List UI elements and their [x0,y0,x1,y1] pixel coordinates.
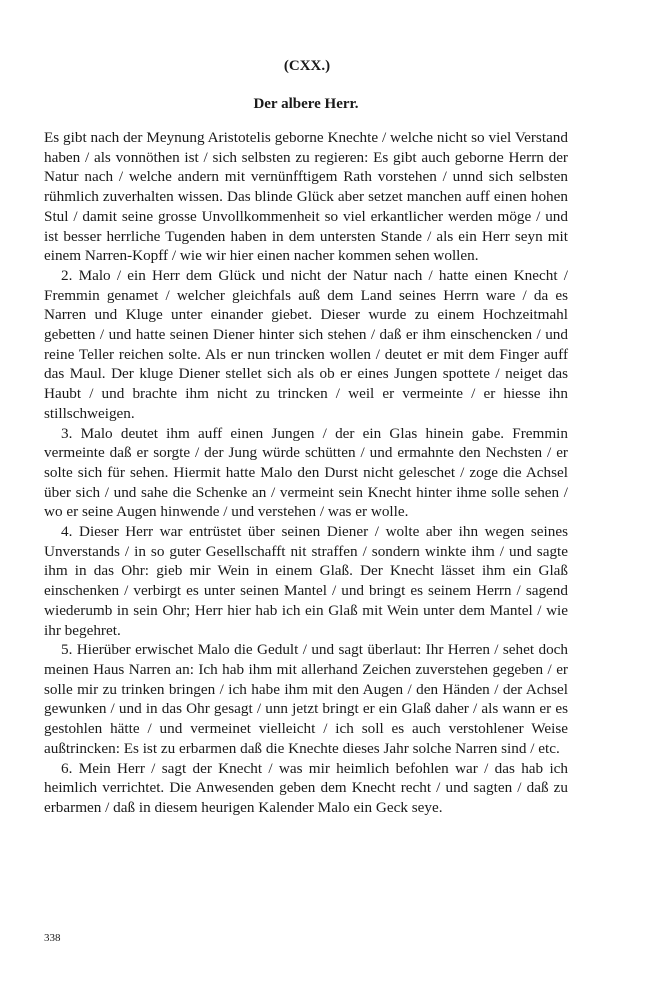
paragraph-4: 4. Dieser Herr war entrüstet über seinen Diener / wolte aber ihn wegen seines Unverstands / in so guter Gesellschafft nit straffen / sondern winkte ihm / und sagte ihm in das Ohr: gieb mir Wein in einem Glaß. Der Knecht lässet ihm ein Glaß einschenken / verbirgt es unter seinen Mantel / und bringt es seinem Herrn / sagend wiederumb in sein Ohr; Herr hier hab ich ein Glaß mit Wein unter dem Mantel / wie ihr begehret. [44,523,568,639]
book-page [44,0,568,990]
paragraph-3: 3. Malo deutet ihm auff einen Jungen / der ein Glas hinein gabe. Fremmin vermeinte daß er sorgte / der Jung würde schütten / und ermahnte den Nechsten / er solte sich für sehen. Hiermit hatte Malo den Durst nicht geleschet / zoge die Achsel über sich / und sahe die Schenke an / vermeint sein Knecht hinter ihme solle sehen / wo er seine Augen hinwende / und verstehen / was er wolle. [44,424,568,521]
paragraph-5: 5. Hierüber erwischet Malo die Gedult / und sagt überlaut: Ihr Herren / sehet doch meinen Haus Narren an: Ich hab ihm mit allerhand Zeichen zuverstehen gegeben / er solle mir zu trinken bringen / ich habe ihm mit den Augen / den Händen / der Achsel gewunken / und in das Ohr gesagt / unn jetzt bringt er ein Glaß daher / als wann er es gestohlen hätte / und vermeinet vielleicht / ich soll es auch verstohlener Weise außtrincken: Es ist zu erbarmen daß die Knechte dieses Jahr solche Narren sind / etc. [44,641,568,757]
chapter-number: (CXX.) [283,58,331,74]
body-text [44,128,568,818]
page-number: 338 [44,932,61,944]
chapter-title: Der albere Herr. [253,96,359,112]
paragraph-6: 6. Mein Herr / sagt der Knecht / was mir heimlich befohlen war / das hab ich heimlich verrichtet. Die Anwesenden geben dem Knecht recht / und sagten / daß zu erbarmen / daß in diesem heurigen Kalender Malo ein Geck seye. [44,759,568,816]
paragraph-2: 2. Malo / ein Herr dem Glück und nicht der Natur nach / hatte einen Knecht / Fremmin genamet / welcher gleichfals auß dem Land seines Herrn ware / da es Narren und Kluge unter einander giebet. Dieser wurde zu einem Hochzeitmahl gebetten / und hatte seinen Diener hinter sich stehen / daß er ihm einschencken / und reine Teller reichen solte. Als er nun trincken wollen / deutet er mit dem Finger auff das Maul. Der kluge Diener stellet sich als ob er eines Jungen spottete / neiget das Haubt / und brachte ihm nicht zu trincken / weil er vermeinte / er hiesse ihn stillschweigen. [44,266,568,422]
paragraph-intro: Es gibt nach der Meynung Aristotelis geborne Knechte / welche nicht so viel Verstand haben / als vonnöthen ist / sich selbsten zu regieren: Es gibt auch geborne Herrn der Natur nach / welche andern mit vernünfftigem Rath vorstehen / unnd sich selbsten rühmlich zuverhalten wissen. Das blinde Glück aber setzet manchen auff einen hohen Stul / damit seine grosse Unvollkommenheit so viel erkantlicher werden möge / und ist besser herrliche Tugenden haben in dem untersten Stande / als ein Herr seyn mit einem Narren-Kopff / wie wir hier einen nacher kommen sehen wollen. [44,129,568,265]
